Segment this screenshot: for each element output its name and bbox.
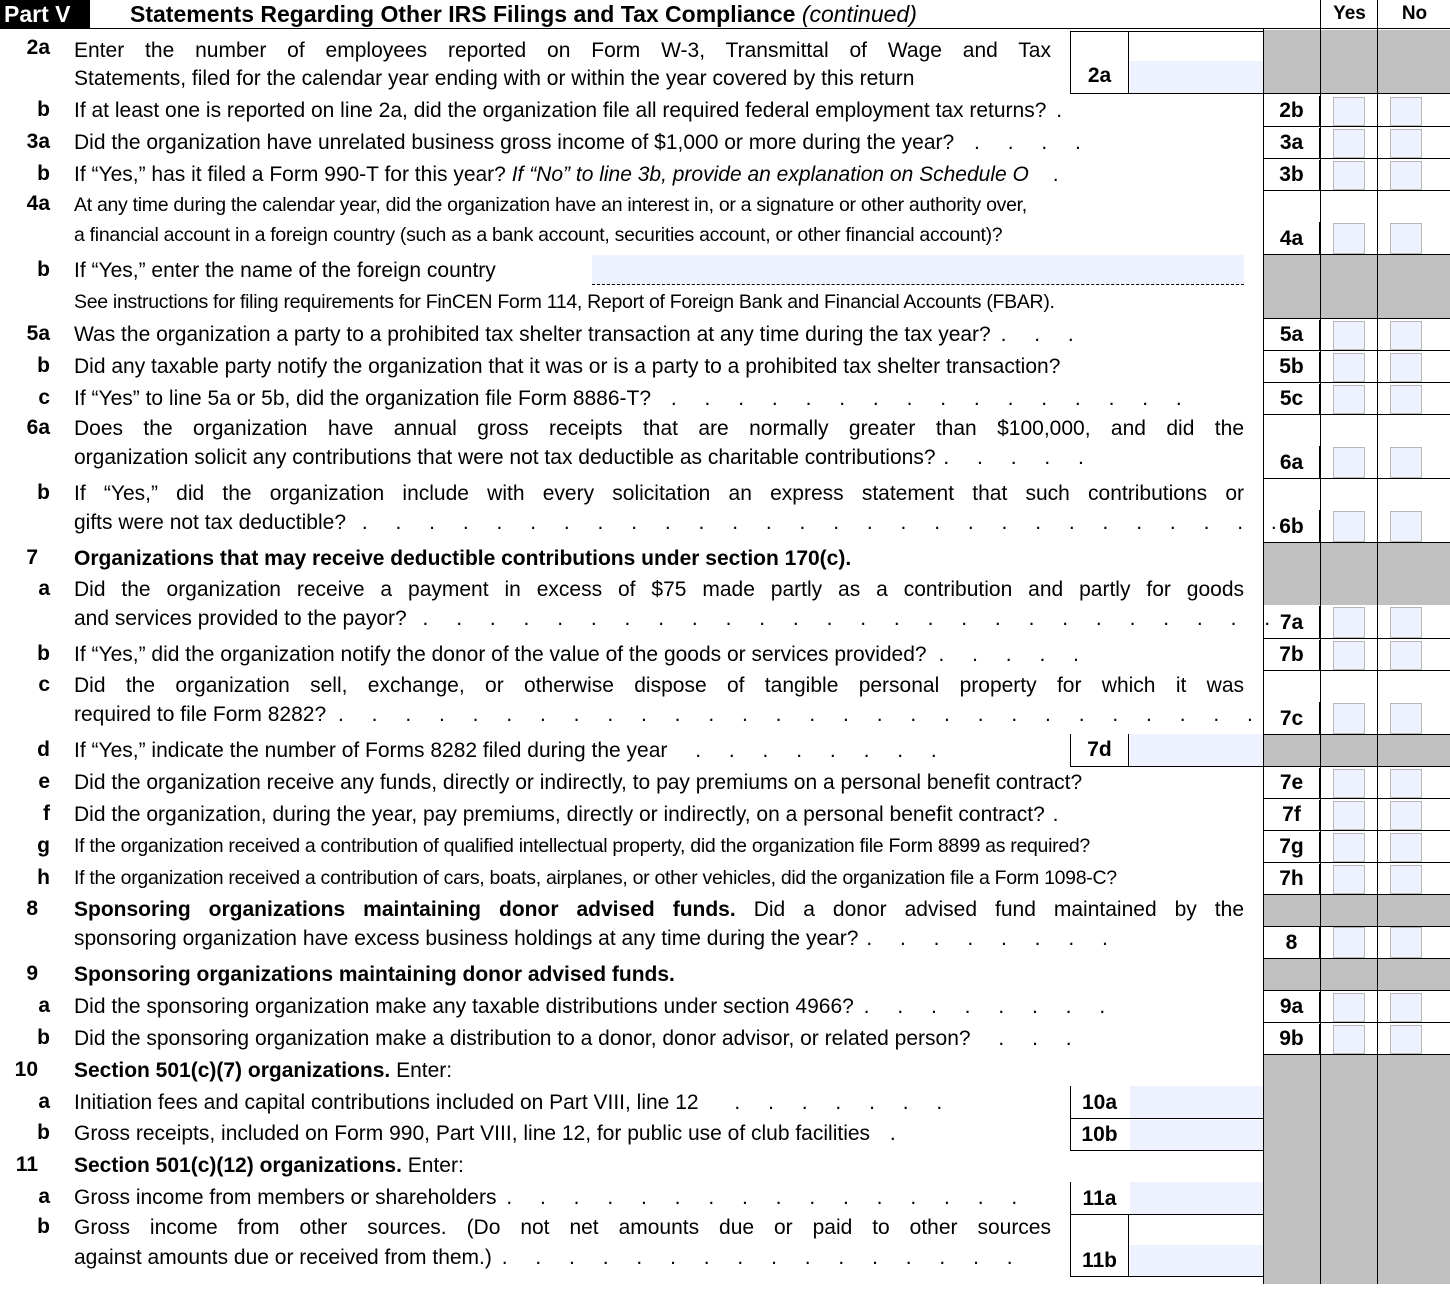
checkbox-no-9b[interactable] <box>1390 1025 1422 1054</box>
line-number: 3a <box>26 130 50 153</box>
ref-3a: 3a <box>1263 128 1320 158</box>
line-2b-question: If at least one is reported on line 2a, did the organization file all required federal employment tax returns? <box>74 99 1047 122</box>
row-rule <box>1263 670 1450 671</box>
line-letter: a <box>38 577 50 600</box>
ref-6b: 6b <box>1263 510 1320 542</box>
line-3a-text <box>74 128 1092 157</box>
line-5a-text <box>74 320 1085 349</box>
line-7f-text <box>74 800 1069 829</box>
line-7c-question: required to file Form 8282? <box>74 703 327 726</box>
checkbox-no-5a[interactable] <box>1390 321 1422 350</box>
gross-receipts-input[interactable] <box>1130 1120 1263 1150</box>
checkbox-no-7f[interactable] <box>1390 801 1422 830</box>
line-10b-label: Gross receipts, included on Form 990, Part VIII, line 12, for public use of club facilities <box>74 1122 871 1145</box>
checkbox-yes-5c[interactable] <box>1333 385 1365 414</box>
row-rule <box>1263 638 1450 639</box>
checkbox-yes-7g[interactable] <box>1333 833 1365 862</box>
checkbox-yes-3b[interactable] <box>1333 161 1365 190</box>
line-7b-question: If “Yes,” did the organization notify the donor of the value of the goods or services provided? <box>74 643 927 666</box>
line-7a-text-2 <box>74 604 1281 633</box>
line-3b-text <box>74 160 1070 189</box>
line-10-enter: Enter: <box>396 1059 453 1082</box>
row-rule <box>1263 734 1450 735</box>
line-10a-label: Initiation fees and capital contributions included on Part VIII, line 12 <box>74 1091 699 1114</box>
row-rule <box>1263 894 1450 895</box>
row-rule <box>1263 318 1450 319</box>
ref-3b: 3b <box>1263 160 1320 190</box>
box-label-11a: 11a <box>1070 1182 1128 1214</box>
leader-dots: . . . . . . . . <box>863 995 1117 1018</box>
checkbox-no-3b[interactable] <box>1390 161 1422 190</box>
line-7f-question: Did the organization, during the year, pay premiums, directly or indirectly, on a personal benefit contract? <box>74 803 1045 826</box>
line-letter: b <box>37 1215 50 1238</box>
leader-dots: . . . . . . . . . . . . . . . . <box>670 387 1193 410</box>
line-7g-text: If the organization received a contribution of qualified intellectual property, did the organization file Form 8899 as required? <box>74 835 1090 857</box>
shaded-area <box>1264 894 1450 926</box>
row-rule <box>1070 766 1263 767</box>
checkbox-no-7e[interactable] <box>1390 769 1422 798</box>
leader-dots: . . . <box>1000 323 1085 346</box>
yes-column-header: Yes <box>1320 0 1378 28</box>
line-number: 4a <box>26 192 50 215</box>
line-11-heading: Section 501(c)(12) organizations. <box>74 1154 402 1177</box>
ref-6a: 6a <box>1263 446 1320 478</box>
line-letter: b <box>37 258 50 281</box>
ref-7a: 7a <box>1263 606 1320 638</box>
line-6b-text-2 <box>74 508 1288 537</box>
line-9b-question: Did the sponsoring organization make a distribution to a donor, donor advisor, or related person? <box>74 1027 971 1050</box>
checkbox-no-7c[interactable] <box>1390 703 1422 734</box>
line-letter: b <box>37 98 50 121</box>
line-6b-question: gifts were not tax deductible? <box>74 511 346 534</box>
checkbox-no-7g[interactable] <box>1390 833 1422 862</box>
checkbox-yes-9a[interactable] <box>1333 993 1365 1022</box>
checkbox-yes-7f[interactable] <box>1333 801 1365 830</box>
line-3b-question: If “Yes,” has it filed a Form 990-T for this year? <box>74 163 506 186</box>
row-rule <box>1070 1276 1263 1277</box>
line-6a-text-2 <box>74 443 1095 472</box>
ref-5b: 5b <box>1263 352 1320 382</box>
box-label-10a: 10a <box>1070 1086 1128 1118</box>
row-rule <box>1263 350 1450 351</box>
leader-dots: . . . . . . . . . . . . . . . . . . . . . . . . . . . . <box>361 511 1288 534</box>
ref-7f: 7f <box>1263 800 1320 830</box>
checkbox-yes-8[interactable] <box>1333 927 1365 958</box>
line-4b-text: If “Yes,” enter the name of the foreign country <box>74 259 496 282</box>
line-11b-text-2 <box>74 1243 1024 1272</box>
line-number: 8 <box>26 897 38 920</box>
leader-dots: . . . . . . . <box>734 1091 954 1114</box>
line-number: 11 <box>15 1153 38 1176</box>
ref-4a: 4a <box>1263 222 1320 254</box>
checkbox-no-4a[interactable] <box>1390 223 1422 254</box>
line-2a-text-1: Enter the number of employees reported on Form W-3, Transmittal of Wage and Tax <box>74 39 1051 62</box>
line-letter: g <box>37 834 50 857</box>
line-8-question-1: Did a donor advised fund maintained by the <box>753 898 1244 921</box>
row-rule <box>1263 1054 1450 1055</box>
row-rule <box>1070 31 1263 32</box>
line-letter: b <box>37 354 50 377</box>
other-income-input[interactable] <box>1130 1245 1263 1276</box>
line-11-text <box>74 1151 464 1180</box>
line-letter: b <box>37 481 50 504</box>
ref-5a: 5a <box>1263 320 1320 350</box>
checkbox-no-7b[interactable] <box>1390 641 1422 670</box>
line-letter: b <box>37 162 50 185</box>
checkbox-yes-7a[interactable] <box>1333 607 1365 638</box>
box-label-10b: 10b <box>1070 1119 1128 1150</box>
leader-dots: . . . . . <box>943 446 1095 469</box>
leader-dots: . . . <box>998 1027 1083 1050</box>
leader-dots: . . . . <box>974 131 1092 154</box>
line-number: 10 <box>14 1058 38 1081</box>
line-5a-question: Was the organization a party to a prohibited tax shelter transaction at any time during the tax year? <box>74 323 991 346</box>
box-label-2a: 2a <box>1070 31 1128 93</box>
checkbox-no-9a[interactable] <box>1390 993 1422 1022</box>
checkbox-yes-2b[interactable] <box>1333 97 1365 126</box>
line-6b-text-1: If “Yes,” did the organization include with every solicitation an express statement that such contributions or <box>74 482 1244 505</box>
line-3b-instruction: If “No” to line 3b, provide an explanation on Schedule O <box>511 163 1029 186</box>
line-6a-text-1: Does the organization have annual gross receipts that are normally greater than $100,000, and did the <box>74 417 1244 440</box>
line-letter: b <box>37 1026 50 1049</box>
checkbox-yes-3a[interactable] <box>1333 129 1365 158</box>
divider <box>1320 0 1321 1284</box>
ref-2b: 2b <box>1263 96 1320 126</box>
ref-7c: 7c <box>1263 702 1320 734</box>
line-letter: d <box>37 738 50 761</box>
line-number: 5a <box>26 322 50 345</box>
row-rule <box>1263 798 1450 799</box>
shaded-area <box>1264 255 1450 318</box>
leader-dots: . . . . . . . . <box>695 739 948 762</box>
divider <box>1377 0 1378 1284</box>
line-7c-text-1: Did the organization sell, exchange, or otherwise dispose of tangible personal property for which it was <box>74 674 1244 697</box>
leader-dots: . <box>1052 803 1070 826</box>
ref-7b: 7b <box>1263 640 1320 670</box>
line-11a-label: Gross income from members or shareholders <box>74 1186 497 1209</box>
line-4a-text-1: At any time during the calendar year, did the organization have an interest in, or a signature or other authority over, <box>74 194 1027 216</box>
checkbox-yes-6a[interactable] <box>1333 447 1365 478</box>
line-10b-text <box>74 1119 907 1148</box>
line-letter: c <box>38 386 50 409</box>
fbar-note: See instructions for filing requirements for FinCEN Form 114, Report of Foreign Bank and Financial Accounts (FBAR). <box>74 291 1055 313</box>
row-rule <box>1263 126 1450 127</box>
section-heading-7: Organizations that may receive deductible contributions under section 170(c). <box>74 547 852 570</box>
line-9b-text <box>74 1024 1083 1053</box>
row-rule <box>1263 190 1450 191</box>
line-8-text-1 <box>74 895 1244 924</box>
checkbox-no-3a[interactable] <box>1390 129 1422 158</box>
checkbox-yes-5b[interactable] <box>1333 353 1365 382</box>
checkbox-no-6b[interactable] <box>1390 511 1422 542</box>
line-10-text <box>74 1056 452 1085</box>
line-7b-text <box>74 640 1090 669</box>
shaded-area <box>1264 958 1450 990</box>
leader-dots: . <box>1056 99 1074 122</box>
row-rule <box>1263 158 1450 159</box>
foreign-country-input[interactable] <box>592 255 1244 285</box>
line-number: 7 <box>26 546 38 569</box>
part-title-text: Statements Regarding Other IRS Filings and Tax Compliance <box>130 1 796 27</box>
line-8-heading: Sponsoring organizations maintaining donor advised funds. <box>74 898 736 921</box>
no-column-header: No <box>1377 0 1450 28</box>
line-8-question-2: sponsoring organization have excess business holdings at any time during the year? <box>74 927 859 950</box>
line-letter: a <box>38 1090 50 1113</box>
ref-9b: 9b <box>1263 1024 1320 1054</box>
ref-7e: 7e <box>1263 768 1320 798</box>
box-label-7d: 7d <box>1070 734 1128 766</box>
forms-8282-count-input[interactable] <box>1130 734 1263 766</box>
line-7a-text-1: Did the organization receive a payment in excess of $75 made partly as a contribution and partly for goods <box>74 578 1244 601</box>
line-10-heading: Section 501(c)(7) organizations. <box>74 1059 391 1082</box>
ref-7g: 7g <box>1263 832 1320 862</box>
line-letter: f <box>43 802 50 825</box>
line-5c-text <box>74 384 1193 413</box>
line-9a-question: Did the sponsoring organization make any taxable distributions under section 4966? <box>74 995 854 1018</box>
line-11b-text-1: Gross income from other sources. (Do not net amounts due or paid to other sources <box>74 1216 1051 1239</box>
line-8-text-2 <box>74 924 1119 953</box>
checkbox-yes-7e[interactable] <box>1333 769 1365 798</box>
checkbox-no-5b[interactable] <box>1390 353 1422 382</box>
row-rule <box>1263 1022 1450 1023</box>
ref-9a: 9a <box>1263 992 1320 1022</box>
line-11b-label: against amounts due or received from them.) <box>74 1246 492 1269</box>
employees-count-input[interactable] <box>1130 61 1263 93</box>
line-10a-text <box>74 1088 953 1117</box>
checkbox-yes-7h[interactable] <box>1333 865 1365 894</box>
line-5b-text: Did any taxable party notify the organization that it was or is a party to a prohibited tax shelter transaction? <box>74 355 1061 378</box>
checkbox-no-5c[interactable] <box>1390 385 1422 414</box>
line-7d-question: If “Yes,” indicate the number of Forms 8282 filed during the year <box>74 739 668 762</box>
row-rule <box>1263 766 1450 767</box>
checkbox-no-8[interactable] <box>1390 927 1422 958</box>
line-number: 9 <box>26 962 38 985</box>
checkbox-yes-9b[interactable] <box>1333 1025 1365 1054</box>
section-heading-9: Sponsoring organizations maintaining donor advised funds. <box>74 963 675 986</box>
leader-dots: . <box>1052 163 1070 186</box>
part-label: Part V <box>0 0 90 28</box>
row-rule <box>1263 478 1450 479</box>
part-title <box>130 0 917 28</box>
row-rule <box>1070 1150 1263 1151</box>
checkbox-no-7h[interactable] <box>1390 865 1422 894</box>
line-7d-text <box>74 736 948 765</box>
row-rule <box>1070 93 1263 94</box>
ref-7h: 7h <box>1263 864 1320 894</box>
line-5c-question: If “Yes” to line 5a or 5b, did the organization file Form 8886-T? <box>74 387 652 410</box>
row-rule <box>1263 254 1450 255</box>
leader-dots: . <box>889 1122 907 1145</box>
leader-dots: . . . . . . . . . . . . . . . . <box>506 1186 1029 1209</box>
line-letter: a <box>38 1185 50 1208</box>
row-rule <box>1263 414 1450 415</box>
line-7a-question: and services provided to the payor? <box>74 607 407 630</box>
row-rule <box>1263 862 1450 863</box>
checkbox-yes-7c[interactable] <box>1333 703 1365 734</box>
line-letter: b <box>37 642 50 665</box>
line-letter: a <box>38 994 50 1017</box>
checkbox-yes-4a[interactable] <box>1333 223 1365 254</box>
line-number: 6a <box>26 416 50 439</box>
leader-dots: . . . . . . . . . . . . . . . . . . . . . . . . . . <box>422 607 1282 630</box>
leader-dots: . . . . . . . . . . . . . . . . <box>501 1246 1024 1269</box>
checkbox-no-7a[interactable] <box>1390 607 1422 638</box>
leader-dots: . . . . . <box>938 643 1090 666</box>
leader-dots: . . . . . . . . . . . . . . . . . . . . . . . . . . . . <box>337 703 1264 726</box>
line-letter: b <box>37 1121 50 1144</box>
divider <box>1128 1214 1129 1276</box>
ref-8: 8 <box>1263 926 1320 958</box>
member-income-input[interactable] <box>1130 1182 1263 1214</box>
dashed-rule <box>592 284 1244 285</box>
ref-5c: 5c <box>1263 384 1320 414</box>
checkbox-yes-7b[interactable] <box>1333 641 1365 670</box>
line-2a-text-2: Statements, filed for the calendar year ending with or within the year covered by this return <box>74 67 915 90</box>
initiation-fees-input[interactable] <box>1130 1086 1263 1118</box>
shaded-area <box>1264 1054 1450 1284</box>
checkbox-yes-6b[interactable] <box>1333 511 1365 542</box>
line-2b-text <box>74 96 1073 125</box>
line-letter: e <box>38 770 50 793</box>
row-rule <box>1263 382 1450 383</box>
part-title-suffix: (continued) <box>801 1 917 27</box>
line-9a-text <box>74 992 1116 1021</box>
leader-dots: . . . . . . . . <box>866 927 1119 950</box>
line-letter: h <box>37 866 50 889</box>
part-header <box>0 0 1450 29</box>
row-rule <box>1263 958 1450 959</box>
line-6a-question: organization solicit any contributions that were not tax deductible as charitable contributions? <box>74 446 936 469</box>
checkbox-yes-5a[interactable] <box>1333 321 1365 350</box>
line-7c-text-2 <box>74 700 1264 729</box>
divider <box>1128 31 1129 93</box>
checkbox-no-6a[interactable] <box>1390 447 1422 478</box>
row-rule <box>1263 990 1450 991</box>
row-rule <box>1263 93 1450 94</box>
line-11-enter: Enter: <box>407 1154 464 1177</box>
line-7e-text: Did the organization receive any funds, directly or indirectly, to pay premiums on a personal benefit contract? <box>74 771 1083 794</box>
line-7h-text: If the organization received a contribution of cars, boats, airplanes, or other vehicles, did the organization file a Form 1098-C? <box>74 867 1117 889</box>
line-4a-text-2: a financial account in a foreign country (such as a bank account, securities account, or other financial account)? <box>74 224 1003 246</box>
line-letter: c <box>38 673 50 696</box>
line-11a-text <box>74 1183 1028 1212</box>
shaded-area <box>1264 734 1450 766</box>
line-3a-question: Did the organization have unrelated business gross income of $1,000 or more during the year? <box>74 131 955 154</box>
divider <box>1128 734 1129 766</box>
shaded-area <box>1264 30 1450 93</box>
row-rule <box>1263 542 1450 543</box>
checkbox-no-2b[interactable] <box>1390 97 1422 126</box>
box-label-11b: 11b <box>1070 1214 1128 1276</box>
shaded-area <box>1264 542 1450 605</box>
row-rule <box>1263 830 1450 831</box>
line-number: 2a <box>26 36 50 59</box>
